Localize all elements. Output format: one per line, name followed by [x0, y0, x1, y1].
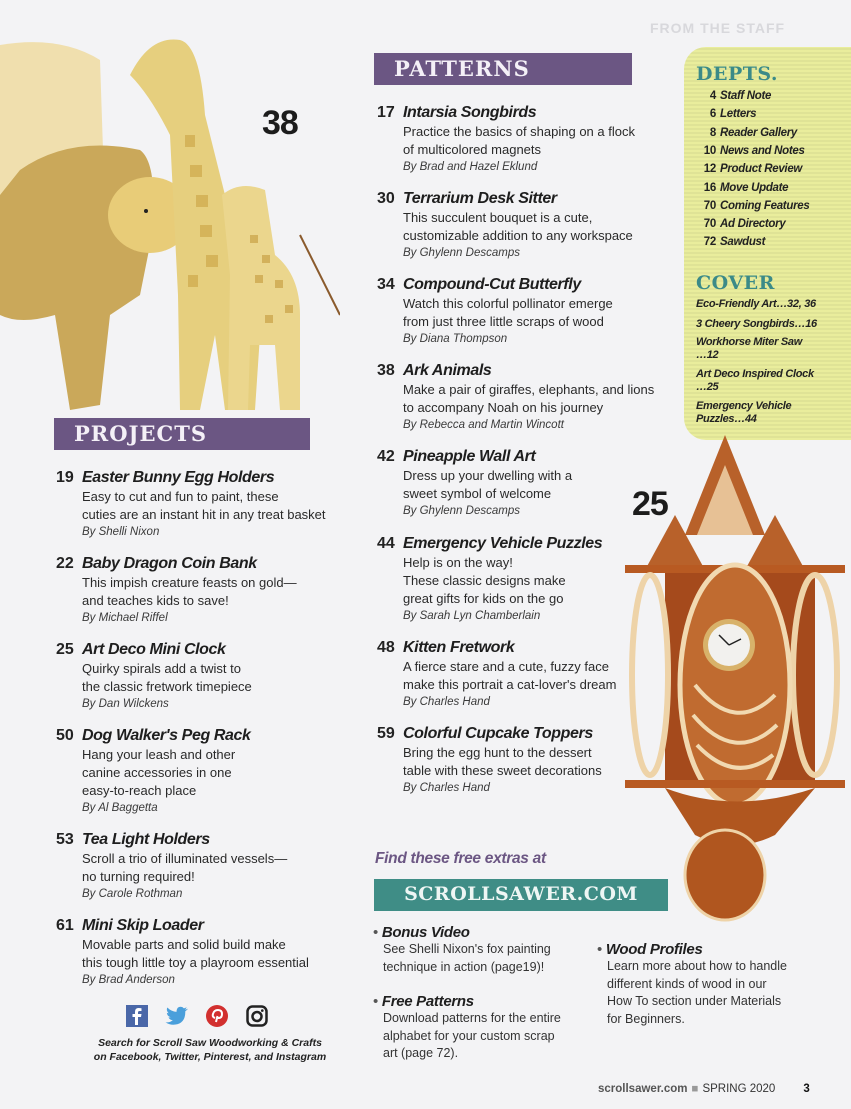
scrollsawer-banner-link[interactable]: SCROLLSAWER.COM — [374, 879, 668, 911]
extra-item[interactable] — [597, 941, 787, 1028]
entry-byline: By Al Baggetta — [82, 802, 158, 814]
dept-label: News and Notes — [720, 144, 805, 157]
entry-description-line: sweet symbol of welcome — [403, 486, 552, 501]
entry-description — [403, 295, 613, 348]
entry-title: Ark Animals — [403, 362, 492, 379]
dept-item[interactable] — [696, 218, 846, 230]
dept-item[interactable] — [696, 108, 846, 120]
patterns-heading: PATTERNS — [374, 53, 632, 85]
dept-page-number: 70 — [703, 199, 716, 212]
ghost-header-text: FROM THE STAFF — [650, 20, 786, 36]
ark-animals-photo — [0, 15, 340, 415]
entry-byline: By Shelli Nixon — [82, 526, 160, 538]
twitter-icon[interactable] — [165, 1004, 189, 1028]
footer-site: scrollsawer.com — [598, 1083, 688, 1095]
find-extras-text: Find these free extras at — [375, 850, 546, 867]
entry-description-line: Scroll a trio of illuminated vessels— — [82, 851, 288, 866]
entry-byline: By Michael Riffel — [82, 612, 168, 624]
entry-description — [82, 660, 252, 713]
extra-description-line: art (page 72). — [383, 1046, 459, 1060]
cover-item-line2: …25 — [696, 381, 719, 393]
entry-description-line: easy-to-reach place — [82, 783, 197, 798]
footer-separator: ■ — [691, 1083, 699, 1095]
cover-heading: COVER — [696, 272, 775, 294]
dept-page-number: 8 — [709, 126, 716, 139]
extra-description-line: different kinds of wood in our — [607, 976, 767, 991]
social-caption-line1: Search for Scroll Saw Woodworking & Crafts — [98, 1037, 322, 1049]
entry-description — [403, 744, 602, 797]
entry-description-line: This succulent bouquet is a cute, — [403, 210, 593, 225]
entry-byline: By Ghylenn Descamps — [403, 505, 520, 517]
entry-byline: By Dan Wilckens — [82, 698, 169, 710]
entry-title: Easter Bunny Egg Holders — [82, 469, 275, 486]
extra-item[interactable] — [373, 993, 561, 1063]
entry-description-line: This impish creature feasts on gold— — [82, 575, 297, 590]
dept-item[interactable] — [696, 127, 846, 139]
entry-title: Emergency Vehicle Puzzles — [403, 535, 603, 552]
entry-description — [82, 936, 309, 989]
dept-item[interactable] — [696, 236, 846, 248]
depts-heading: DEPTS. — [696, 63, 779, 85]
extra-description-line: Download patterns for the entire — [383, 1011, 561, 1025]
entry-description-line: to accompany Noah on his journey — [403, 400, 604, 415]
extra-title: • Wood Profiles — [597, 941, 787, 958]
projects-heading: PROJECTS — [54, 418, 310, 450]
dept-page-number: 72 — [703, 236, 716, 249]
dept-item[interactable] — [696, 163, 846, 175]
entry-description-line: customizable addition to any workspace — [403, 228, 633, 243]
entry-description-line: Quirky spirals add a twist to — [82, 661, 241, 676]
entry-title: Kitten Fretwork — [403, 639, 515, 656]
entry-description-line: this tough little toy a playroom essential — [82, 955, 309, 970]
dept-label: Ad Directory — [720, 218, 786, 231]
entry-description-line: great gifts for kids on the go — [403, 591, 564, 606]
entry-page-number: 53 — [56, 831, 74, 848]
extra-title: • Bonus Video — [373, 924, 551, 941]
entry-title: Compound-Cut Butterfly — [403, 276, 581, 293]
entry-description-line: Movable parts and solid build make — [82, 937, 286, 952]
entry-description-line: table with these sweet decorations — [403, 763, 602, 778]
dept-page-number: 16 — [703, 181, 716, 194]
clock-page-number: 25 — [632, 485, 668, 523]
entry-page-number: 22 — [56, 555, 74, 572]
entry-description-line: These classic designs make — [403, 573, 566, 588]
dept-page-number: 70 — [703, 218, 716, 231]
dept-page-number: 12 — [703, 163, 716, 176]
social-caption-line2: on Facebook, Twitter, Pinterest, and Instagram — [93, 1051, 327, 1063]
dept-label: Sawdust — [720, 236, 766, 249]
entry-page-number: 38 — [377, 362, 395, 379]
entry-description-line: the classic fretwork timepiece — [82, 679, 252, 694]
entry-page-number: 48 — [377, 639, 395, 656]
dept-item[interactable] — [696, 182, 846, 194]
extra-description-line: How To section under Materials — [607, 994, 782, 1008]
cover-item[interactable] — [696, 400, 846, 426]
extra-description — [373, 1010, 561, 1063]
entry-description-line: of multicolored magnets — [403, 142, 542, 157]
entry-byline: By Brad and Hazel Eklund — [403, 161, 538, 173]
entry-description-line: make this portrait a cat-lover's dream — [403, 677, 617, 692]
entry-description-line: Practice the basics of shaping on a flock — [403, 124, 635, 139]
entry-page-number: 25 — [56, 641, 74, 658]
entry-description — [403, 658, 616, 711]
page-number: 3 — [803, 1083, 810, 1095]
extra-title: • Free Patterns — [373, 993, 561, 1010]
extra-description-line: for Beginners. — [607, 1011, 685, 1026]
entry-title: Art Deco Mini Clock — [82, 641, 226, 658]
entry-title: Terrarium Desk Sitter — [403, 190, 557, 207]
extra-description-line: See Shelli Nixon's fox painting — [383, 942, 551, 956]
entry-description — [82, 488, 326, 541]
entry-description-line: Hang your leash and other — [82, 747, 236, 762]
entry-byline: By Diana Thompson — [403, 333, 508, 345]
extra-description-line: Learn more about how to handle — [607, 959, 787, 973]
cover-item-line1: 3 Cheery Songbirds…16 — [696, 318, 817, 330]
cover-item-line1: Art Deco Inspired Clock — [696, 368, 814, 380]
dept-label: Coming Features — [720, 199, 810, 212]
footer-issue: SPRING 2020 — [702, 1083, 776, 1095]
entry-description-line: from just three little scraps of wood — [403, 314, 604, 329]
entry-page-number: 50 — [56, 727, 74, 744]
entry-page-number: 61 — [56, 917, 74, 934]
entry-page-number: 17 — [377, 104, 395, 121]
entry-description-line: A fierce stare and a cute, fuzzy face — [403, 659, 609, 674]
animals-page-number: 38 — [262, 104, 298, 142]
dept-label: Staff Note — [720, 90, 772, 102]
entry-description-line: and teaches kids to save! — [82, 593, 229, 608]
entry-description-line: Make a pair of giraffes, elephants, and lions — [403, 382, 655, 397]
entry-description-line: canine accessories in one — [82, 765, 232, 780]
cover-item-line1: Workhorse Miter Saw — [696, 336, 802, 348]
entry-description-line: Help is on the way! — [403, 555, 513, 570]
entry-description-line: no turning required! — [82, 869, 195, 884]
entry-title: Tea Light Holders — [82, 831, 210, 848]
entry-title: Colorful Cupcake Toppers — [403, 725, 593, 742]
entry-byline: By Rebecca and Martin Wincott — [403, 419, 564, 431]
entry-description-line: cuties are an instant hit in any treat basket — [82, 507, 326, 522]
entry-description — [82, 574, 297, 627]
extra-item[interactable] — [373, 924, 551, 976]
entry-byline: By Brad Anderson — [82, 974, 175, 986]
entry-page-number: 34 — [377, 276, 395, 293]
entry-byline: By Carole Rothman — [82, 888, 183, 900]
entry-byline: By Charles Hand — [403, 696, 490, 708]
entry-title: Dog Walker's Peg Rack — [82, 727, 251, 744]
cover-item[interactable] — [696, 368, 846, 394]
entry-description — [403, 467, 572, 520]
cover-item-line1: Emergency Vehicle — [696, 400, 792, 412]
entry-description — [403, 123, 635, 176]
entry-description-line: Easy to cut and fun to paint, these — [82, 489, 279, 504]
entry-description-line: Bring the egg hunt to the dessert — [403, 745, 592, 760]
entry-description-line: Watch this colorful pollinator emerge — [403, 296, 613, 311]
instagram-icon[interactable] — [245, 1004, 269, 1028]
entry-page-number: 59 — [377, 725, 395, 742]
entry-description — [403, 554, 566, 625]
entry-byline: By Charles Hand — [403, 782, 490, 794]
entry-page-number: 44 — [377, 535, 395, 552]
entry-description — [403, 381, 654, 434]
entry-page-number: 42 — [377, 448, 395, 465]
entry-page-number: 19 — [56, 469, 74, 486]
entry-title: Pineapple Wall Art — [403, 448, 536, 465]
dept-label: Letters — [720, 108, 757, 121]
extra-description — [373, 941, 551, 976]
entry-page-number: 30 — [377, 190, 395, 207]
dept-item[interactable] — [696, 145, 846, 157]
cover-item[interactable] — [696, 298, 846, 311]
cover-item-line2: …12 — [696, 349, 719, 361]
facebook-icon[interactable] — [125, 1004, 149, 1028]
cover-item-line2: Puzzles…44 — [696, 413, 757, 425]
dept-label: Move Update — [720, 181, 789, 194]
extra-description-line: alphabet for your custom scrap — [383, 1028, 555, 1043]
entry-byline: By Sarah Lyn Chamberlain — [403, 610, 541, 622]
dept-label: Reader Gallery — [720, 126, 797, 139]
page-footer — [598, 1083, 810, 1095]
entry-title: Intarsia Songbirds — [403, 104, 537, 121]
cover-item[interactable] — [696, 318, 846, 331]
entry-title: Baby Dragon Coin Bank — [82, 555, 257, 572]
dept-page-number: 4 — [709, 90, 716, 102]
dept-page-number: 10 — [703, 144, 716, 157]
cover-item[interactable] — [696, 336, 846, 362]
social-caption — [60, 1036, 360, 1064]
social-icons — [125, 1004, 269, 1028]
entry-description-line: Dress up your dwelling with a — [403, 468, 573, 483]
cover-item-line1: Eco-Friendly Art…32, 36 — [696, 298, 816, 310]
extra-description-line: technique in action (page19)! — [383, 959, 545, 974]
entry-description — [82, 746, 235, 817]
entry-title: Mini Skip Loader — [82, 917, 204, 934]
entry-description — [82, 850, 287, 903]
extra-description — [597, 958, 787, 1028]
dept-item[interactable] — [696, 200, 846, 212]
entry-byline: By Ghylenn Descamps — [403, 247, 520, 259]
dept-page-number: 6 — [709, 108, 716, 121]
dept-label: Product Review — [720, 163, 803, 176]
pinterest-icon[interactable] — [205, 1004, 229, 1028]
dept-item[interactable] — [696, 90, 846, 102]
entry-description — [403, 209, 633, 262]
